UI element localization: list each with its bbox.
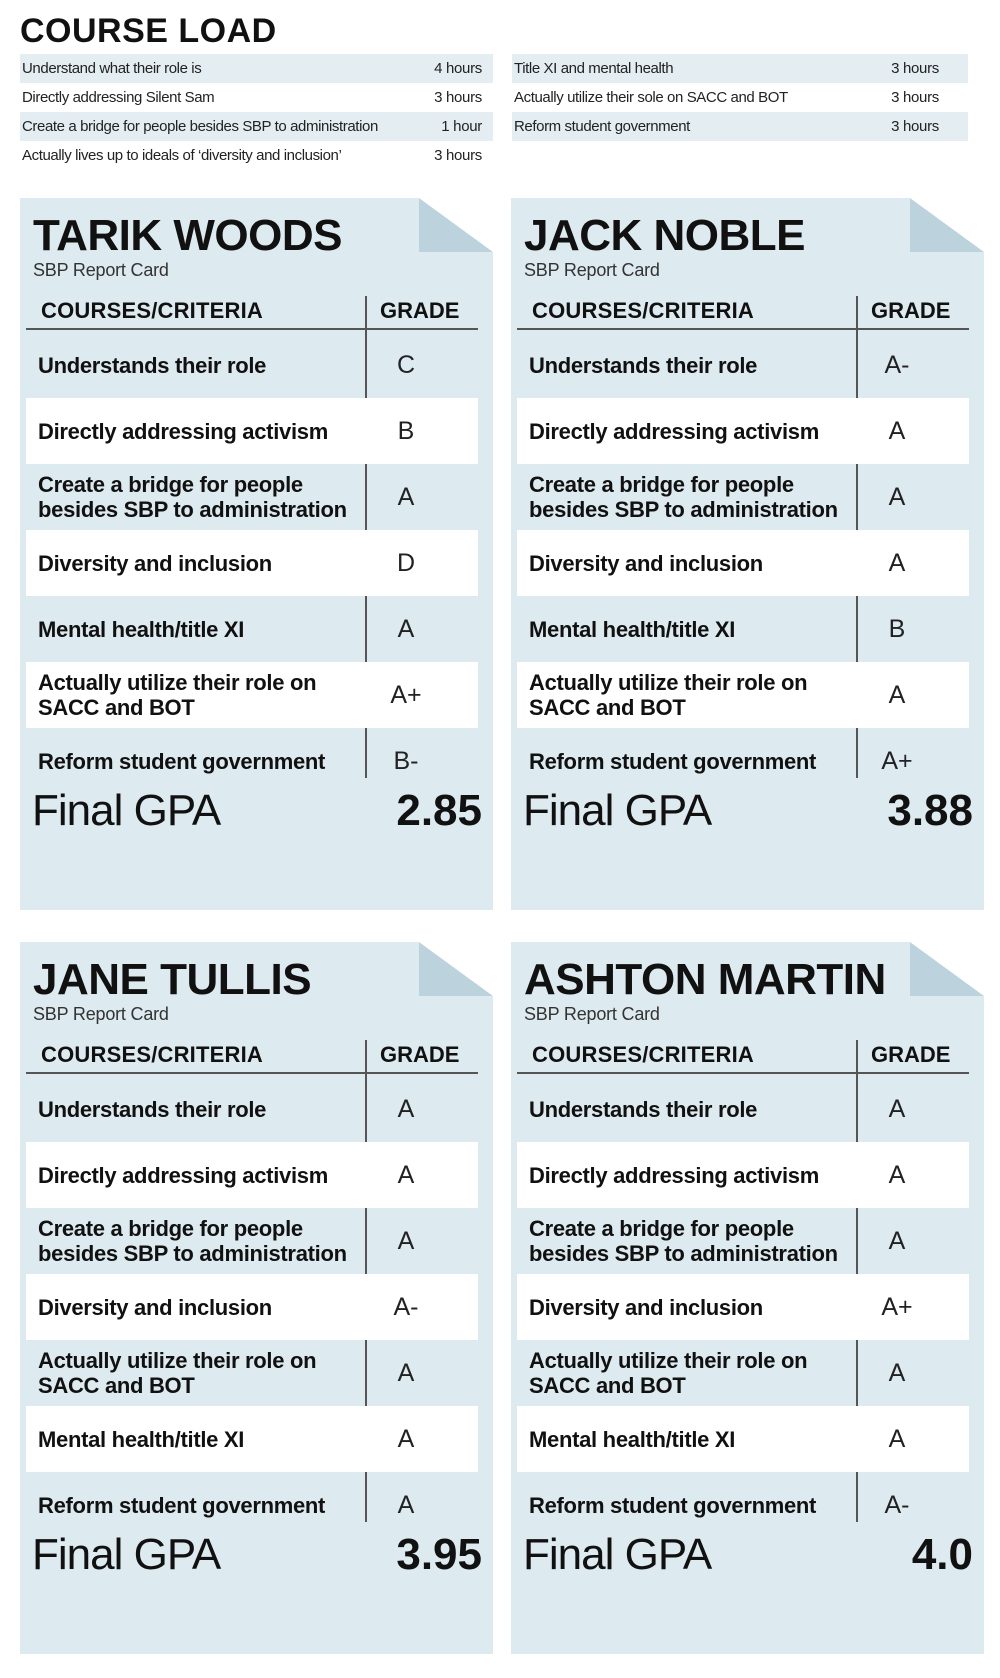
criteria-label: Mental health/title XI — [529, 616, 736, 642]
table-row — [517, 1340, 969, 1406]
table-row — [26, 1472, 478, 1538]
course-load-row — [20, 83, 493, 112]
table-row — [26, 1340, 478, 1406]
final-gpa-value: 3.88 — [887, 786, 973, 835]
grade-value: A+ — [881, 1292, 913, 1321]
grade-value: A — [888, 1424, 906, 1453]
course-load-hours: 3 hours — [891, 89, 939, 106]
course-load-course: Actually utilize their sole on SACC and BOT — [514, 89, 788, 106]
grade-value: A — [888, 482, 906, 511]
report-card — [511, 942, 984, 1654]
course-load-hours: 3 hours — [434, 89, 482, 106]
table-header — [26, 1040, 478, 1074]
criteria-label: Reform student government — [529, 748, 817, 774]
table-row — [26, 1208, 478, 1274]
table-row — [517, 530, 969, 596]
table-body — [517, 332, 969, 794]
course-load-title: COURSE LOAD — [20, 12, 277, 50]
table-row — [26, 332, 478, 398]
column-header-grade: GRADE — [871, 1042, 951, 1067]
course-load-hours: 4 hours — [434, 60, 482, 77]
course-load-course: Reform student government — [514, 118, 690, 135]
table-row — [26, 1076, 478, 1142]
report-card — [511, 198, 984, 910]
criteria-label: Create a bridge for people besides SBP to administration — [529, 472, 838, 522]
table-row — [26, 596, 478, 662]
course-load-course: Title XI and mental health — [514, 60, 674, 77]
criteria-label: Understands their role — [529, 1096, 758, 1122]
table-body — [26, 1076, 478, 1538]
final-gpa-label: Final GPA — [523, 1530, 712, 1579]
grade-value: A — [888, 1358, 906, 1387]
course-load-right-list — [512, 54, 968, 141]
table-row — [517, 1076, 969, 1142]
criteria-label: Actually utilize their role on SACC and BOT — [38, 1348, 317, 1398]
table-row — [517, 1208, 969, 1274]
grade-value: A — [397, 482, 415, 511]
table-row — [26, 398, 478, 464]
criteria-label: Reform student government — [38, 1492, 326, 1518]
grade-value: A — [888, 1094, 906, 1123]
grade-value: A+ — [390, 680, 422, 709]
final-gpa-value: 2.85 — [396, 786, 482, 835]
grade-value: A — [397, 1094, 415, 1123]
course-load-left-list — [20, 54, 493, 170]
page-fold-corner — [419, 198, 493, 252]
table-row — [517, 1142, 969, 1208]
criteria-label: Actually utilize their role on SACC and BOT — [529, 1348, 808, 1398]
course-load-row — [512, 54, 968, 83]
criteria-label: Mental health/title XI — [38, 1426, 245, 1452]
table-row — [517, 662, 969, 728]
criteria-label: Actually utilize their role on SACC and BOT — [529, 670, 808, 720]
card-subtitle: SBP Report Card — [33, 1004, 169, 1024]
table-header — [517, 296, 969, 330]
final-gpa-value: 3.95 — [396, 1530, 482, 1579]
grades-table — [26, 296, 478, 775]
table-row — [26, 1274, 478, 1340]
card-subtitle: SBP Report Card — [524, 260, 660, 280]
final-gpa — [30, 786, 482, 842]
table-header — [517, 1040, 969, 1074]
criteria-label: Understands their role — [38, 352, 267, 378]
grade-value: A — [397, 1226, 415, 1255]
candidate-name: TARIK WOODS — [33, 211, 342, 260]
report-card — [20, 942, 493, 1654]
candidate-name: ASHTON MARTIN — [524, 955, 886, 1004]
page-fold-corner — [419, 942, 493, 996]
table-row — [26, 1406, 478, 1472]
grade-value: D — [396, 548, 416, 577]
grades-table — [517, 1040, 969, 1519]
table-header — [26, 296, 478, 330]
card-subtitle: SBP Report Card — [524, 1004, 660, 1024]
course-load-row — [20, 141, 493, 170]
course-load-course: Directly addressing Silent Sam — [22, 89, 215, 106]
grade-value: A — [397, 614, 415, 643]
grades-table — [517, 296, 969, 775]
criteria-label: Diversity and inclusion — [38, 550, 272, 576]
criteria-label: Diversity and inclusion — [529, 1294, 763, 1320]
criteria-label: Diversity and inclusion — [529, 550, 763, 576]
criteria-label: Understands their role — [529, 352, 758, 378]
final-gpa — [30, 1530, 482, 1586]
criteria-label: Create a bridge for people besides SBP to administration — [529, 1216, 838, 1266]
criteria-label: Create a bridge for people besides SBP to administration — [38, 1216, 347, 1266]
grade-value: A — [888, 1226, 906, 1255]
criteria-label: Directly addressing activism — [38, 418, 328, 444]
grade-value: A — [888, 548, 906, 577]
grade-value: A — [888, 1160, 906, 1189]
final-gpa-label: Final GPA — [32, 786, 221, 835]
table-row — [517, 596, 969, 662]
grade-value: A- — [393, 1292, 419, 1321]
table-row — [517, 398, 969, 464]
grade-value: A- — [884, 350, 910, 379]
column-header-criteria: COURSES/CRITERIA — [41, 298, 263, 323]
course-load-row — [512, 112, 968, 141]
grade-value: C — [396, 350, 416, 379]
course-load-course: Create a bridge for people besides SBP to administration — [22, 118, 378, 135]
criteria-label: Mental health/title XI — [38, 616, 245, 642]
course-load-hours: 3 hours — [434, 147, 482, 164]
final-gpa-label: Final GPA — [523, 786, 712, 835]
table-row — [26, 1142, 478, 1208]
table-row — [26, 662, 478, 728]
table-row — [26, 530, 478, 596]
criteria-label: Mental health/title XI — [529, 1426, 736, 1452]
table-body — [26, 332, 478, 794]
grade-value: B — [888, 614, 906, 643]
column-header-grade: GRADE — [871, 298, 951, 323]
grades-table — [26, 1040, 478, 1519]
criteria-label: Understands their role — [38, 1096, 267, 1122]
table-row — [517, 1274, 969, 1340]
grade-value: A — [397, 1358, 415, 1387]
criteria-label: Reform student government — [529, 1492, 817, 1518]
criteria-label: Directly addressing activism — [529, 1162, 819, 1188]
table-row — [517, 464, 969, 530]
table-body — [517, 1076, 969, 1538]
column-header-criteria: COURSES/CRITERIA — [532, 298, 754, 323]
grade-value: B- — [393, 746, 419, 775]
course-load-hours: 3 hours — [891, 60, 939, 77]
grade-value: A+ — [881, 746, 913, 775]
course-load-course: Actually lives up to ideals of ‘diversity and inclusion’ — [22, 147, 342, 164]
criteria-label: Actually utilize their role on SACC and BOT — [38, 670, 317, 720]
final-gpa — [521, 1530, 973, 1586]
grade-value: A — [888, 680, 906, 709]
final-gpa-value: 4.0 — [911, 1530, 973, 1579]
final-gpa — [521, 786, 973, 842]
course-load-row — [512, 83, 968, 112]
grade-value: B — [397, 416, 415, 445]
grade-value: A- — [884, 1490, 910, 1519]
final-gpa-label: Final GPA — [32, 1530, 221, 1579]
card-subtitle: SBP Report Card — [33, 260, 169, 280]
column-header-grade: GRADE — [380, 298, 460, 323]
course-load-section — [20, 8, 980, 164]
candidate-name: JANE TULLIS — [33, 955, 312, 1004]
grade-value: A — [397, 1160, 415, 1189]
table-row — [517, 1472, 969, 1538]
grade-value: A — [397, 1490, 415, 1519]
criteria-label: Diversity and inclusion — [38, 1294, 272, 1320]
grade-value: A — [888, 416, 906, 445]
grade-value: A — [397, 1424, 415, 1453]
course-load-row — [20, 54, 493, 83]
column-header-criteria: COURSES/CRITERIA — [41, 1042, 263, 1067]
table-row — [517, 332, 969, 398]
table-row — [517, 728, 969, 794]
course-load-course: Understand what their role is — [22, 60, 202, 77]
course-load-hours: 3 hours — [891, 118, 939, 135]
column-header-grade: GRADE — [380, 1042, 460, 1067]
criteria-label: Directly addressing activism — [529, 418, 819, 444]
criteria-label: Directly addressing activism — [38, 1162, 328, 1188]
course-load-row — [20, 112, 493, 141]
page-fold-corner — [910, 942, 984, 996]
column-header-criteria: COURSES/CRITERIA — [532, 1042, 754, 1067]
report-card — [20, 198, 493, 910]
table-row — [26, 464, 478, 530]
criteria-label: Reform student government — [38, 748, 326, 774]
criteria-label: Create a bridge for people besides SBP to administration — [38, 472, 347, 522]
page-fold-corner — [910, 198, 984, 252]
table-row — [517, 1406, 969, 1472]
course-load-hours: 1 hour — [441, 118, 482, 135]
table-row — [26, 728, 478, 794]
candidate-name: JACK NOBLE — [524, 211, 806, 260]
